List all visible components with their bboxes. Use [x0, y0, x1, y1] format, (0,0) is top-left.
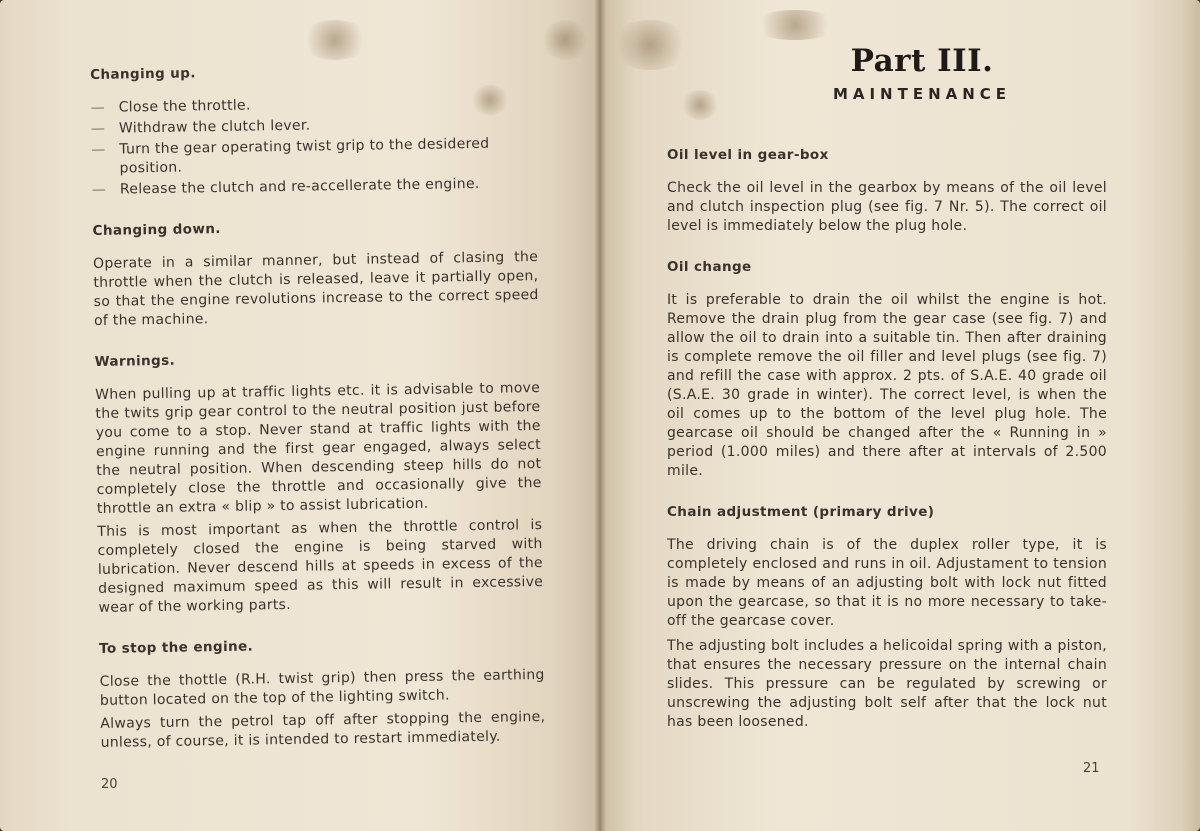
list-item: — Release the clutch and re-accellerate the engine. [92, 174, 537, 200]
page-number: 20 [101, 777, 118, 792]
warnings-paragraph-1: When pulling up at traffic lights etc. it is advisable to move the twits grip gear control to the neutral position just before you come to a stop. Never stand at traffic lights with the engine running and the first gear engaged, always select the neutral position. When descending steep hills do not completely close the throttle and occasionally give the throttle an extra « blip » to assist lubrication. [95, 379, 542, 517]
right-page [600, 0, 1200, 831]
list-item: — Turn the gear operating twist grip to the desidered position. [91, 134, 537, 179]
list-item: — Close the throttle. [91, 92, 536, 118]
stop-engine-paragraph-1: Close the thottle (R.H. twist grip) then press the earthing button located on the top of the lighting switch. [99, 666, 545, 709]
changing-up-steps [91, 92, 538, 200]
page-number: 21 [1083, 761, 1100, 776]
part-subtitle: MAINTENANCE [832, 85, 1012, 103]
section-heading-chain-adjustment: Chain adjustment (primary drive) [667, 504, 935, 520]
stop-engine-paragraph-2: Always turn the petrol tap off after stopping the engine, unless, of course, it is intended to restart immediately. [100, 708, 546, 751]
warnings-paragraph-2: This is most important as when the throttle control is completely closed the engine is being starved with lubrication. Never descend hills at speeds in excess of the designed maximum speed as this will result in excessive wear of the working parts. [97, 516, 544, 616]
chain-adjustment-paragraph-1: The driving chain is of the duplex roller type, it is completely enclosed and runs in oil. Adjustament to tension is made by means of an adjusting bolt with lock nut fitted upon the gearcase, so that it is no more necessary to take-off the gearcase cover. [667, 537, 1107, 629]
stain [300, 20, 370, 60]
changing-down-text: Operate in a similar manner, but instead of clasing the throttle when the clutch is released, leave it partially open, so that the engine revolutions increase to the correct speed of the machine. [92, 248, 539, 329]
stain [750, 10, 840, 40]
section-heading-stop-engine: To stop the engine. [99, 638, 254, 657]
left-page-content [90, 59, 546, 753]
section-heading-changing-down: Changing down. [92, 220, 221, 239]
chain-adjustment-paragraph-2: The adjusting bolt includes a helicoidal spring with a piston, that ensures the necessary pressure on the internal chain slides. This pressure can be regulated by screwing or unscrewing the adjusting bolt self after that the lock nut has been loosened. [667, 638, 1107, 730]
right-page-content [667, 43, 1107, 732]
section-heading-oil-change: Oil change [667, 259, 752, 275]
section-heading-oil-level: Oil level in gear-box [667, 147, 829, 163]
list-item: — Withdraw the clutch lever. [91, 113, 536, 139]
oil-level-text: Check the oil level in the gearbox by means of the oil level and clutch inspection plug (see fig. 7 Nr. 5). The correct oil level is immediately below the plug hole. [667, 180, 1107, 234]
section-heading-warnings: Warnings. [94, 352, 176, 370]
section-heading-changing-up: Changing up. [90, 65, 196, 83]
part-title: Part III. [850, 43, 994, 79]
book-gutter [594, 0, 606, 831]
stain [540, 20, 590, 60]
oil-change-text: It is preferable to drain the oil whilst the engine is hot. Remove the drain plug from the gear case (see fig. 7) and allow the oil to drain into a suitable tin. Then after draining is complete remove the oil filler and level plugs (see fig. 7) and refill the case with approx. 2 pts. of S.A.E. 40 grade oil (S.A.E. 30 grade in winter). The correct level, is when the oil comes up to the bottom of the level plug hole. The gearcase oil should be changed after the « Running in » period (1.000 miles) and there after at intervals of 2.500 mile. [667, 292, 1107, 479]
